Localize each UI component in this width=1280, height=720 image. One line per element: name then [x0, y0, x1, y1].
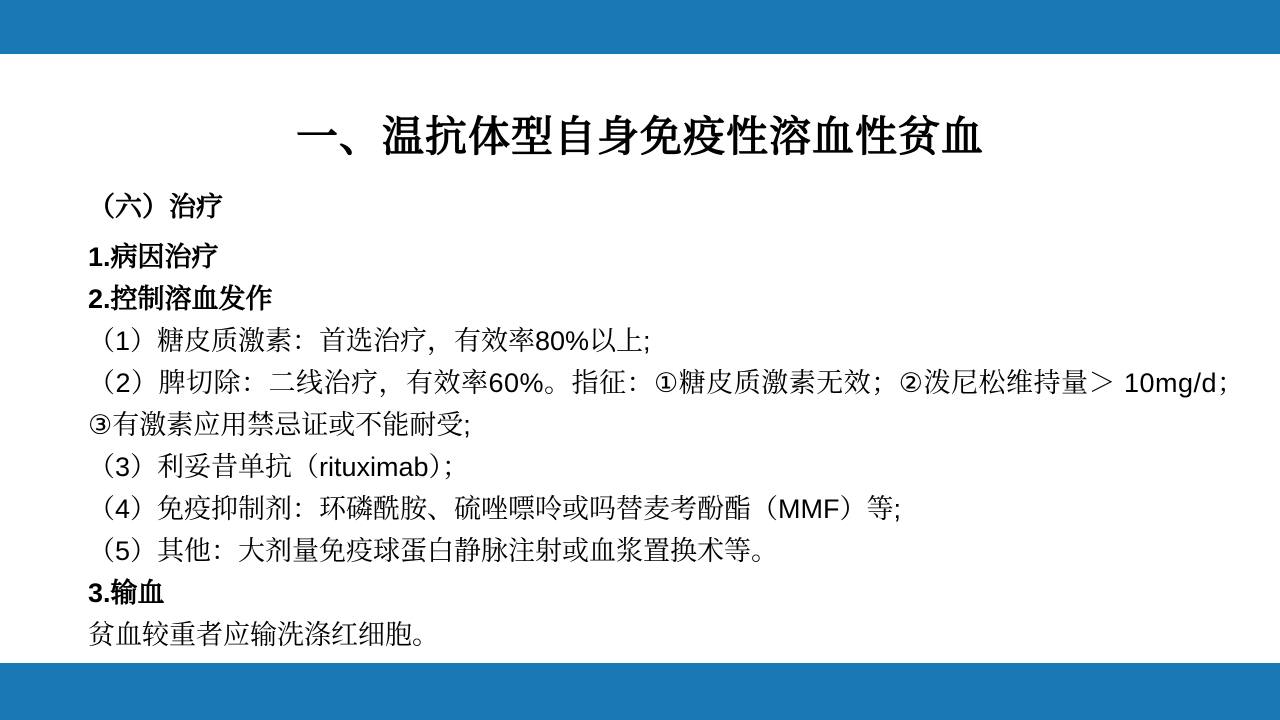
slide-title: 一、温抗体型自身免疫性溶血性贫血 — [295, 113, 984, 160]
body-line-rituximab: （3）利妥昔单抗（rituximab）； — [88, 452, 470, 482]
bottom-band — [0, 663, 1280, 720]
body-line-splenectomy-continued: ③有激素应用禁忌证或不能耐受; — [88, 410, 471, 440]
body-line-control-hemolysis: 2.控制溶血发作 — [88, 284, 273, 314]
body-line-immunosuppressants: （4）免疫抑制剂：环磷酰胺、硫唑嘌呤或吗替麦考酚酯（MMF）等; — [88, 494, 901, 524]
body-line-splenectomy: （2）脾切除：二线治疗，有效率60%。指征：①糖皮质激素无效；②泼尼松维持量＞ 10mg/d； — [88, 368, 1245, 398]
section-heading: （六）治疗 — [88, 192, 223, 222]
slide-body — [88, 186, 1245, 656]
top-band — [0, 0, 1280, 54]
body-line-transfusion: 3.输血 — [88, 578, 165, 608]
body-line-etiology-treatment: 1.病因治疗 — [88, 242, 219, 272]
body-line-other-treatments: （5）其他：大剂量免疫球蛋白静脉注射或血浆置换术等。 — [88, 536, 779, 566]
body-line-glucocorticoids: （1）糖皮质激素：首选治疗，有效率80%以上; — [88, 326, 651, 356]
body-line-washed-rbc: 贫血较重者应输洗涤红细胞。 — [88, 620, 439, 650]
